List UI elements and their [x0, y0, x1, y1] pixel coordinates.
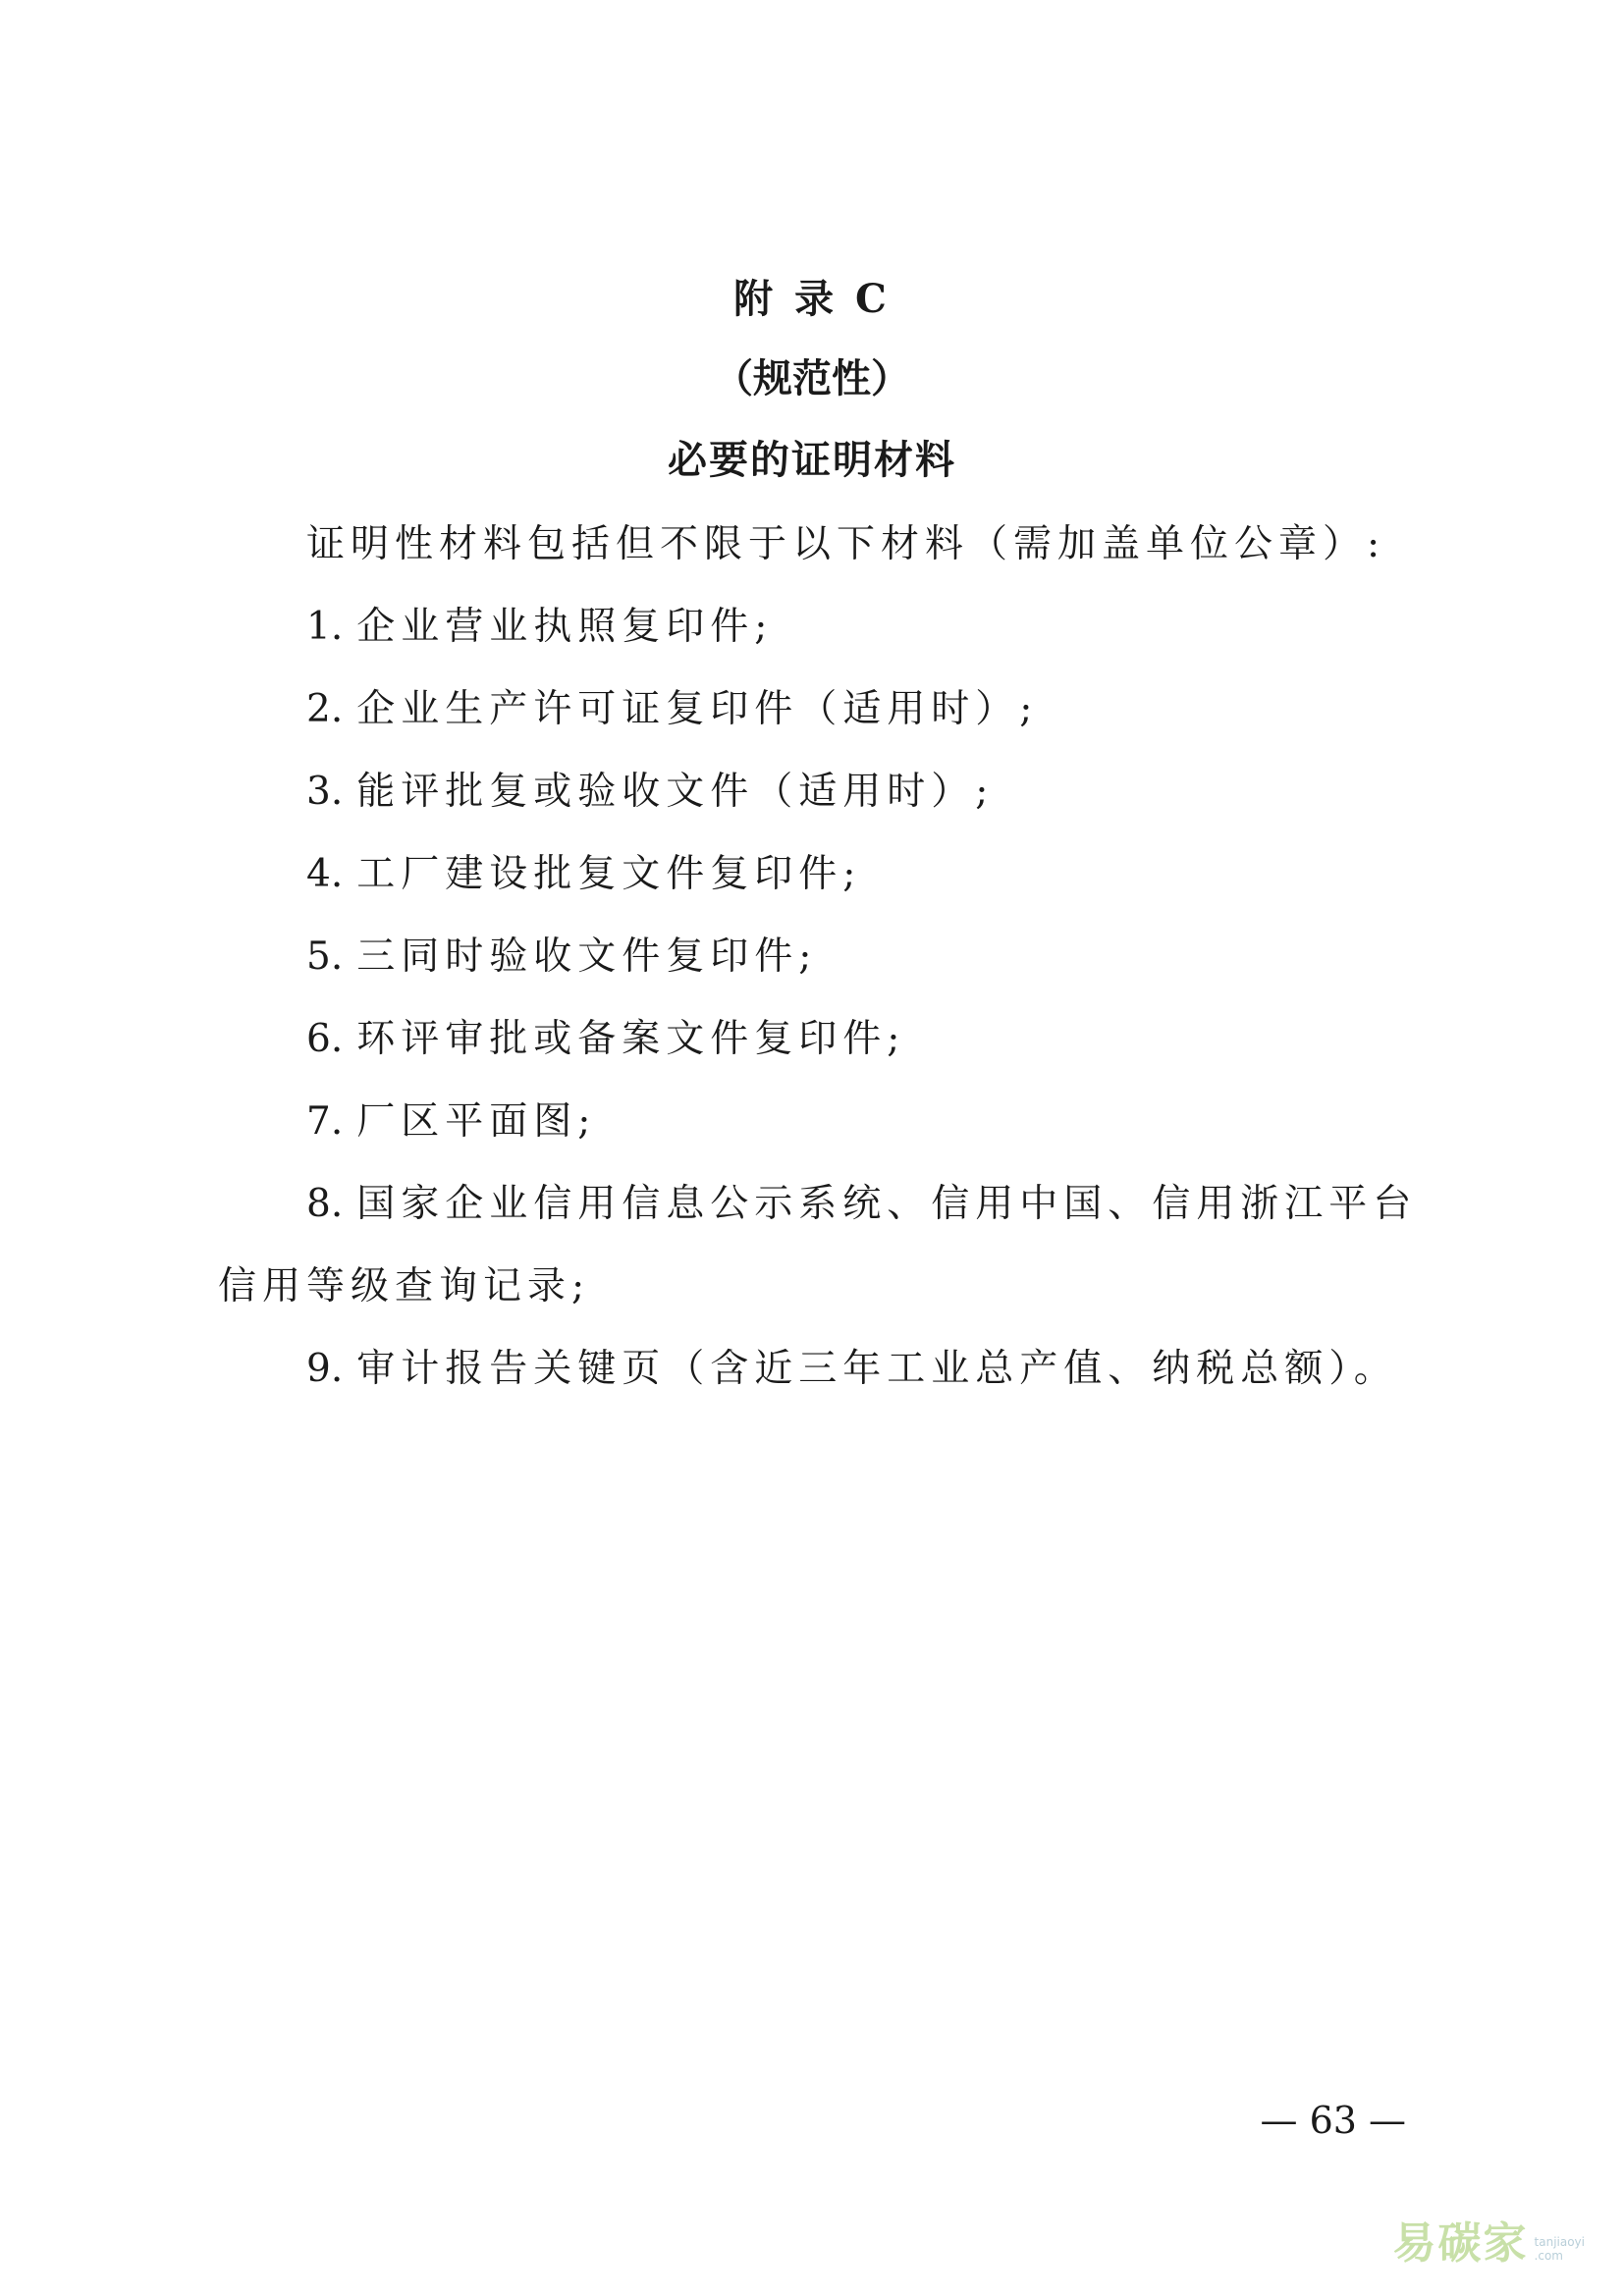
list-item — [306, 604, 773, 651]
list-item-text: 厂区平面图; — [356, 1099, 597, 1144]
list-item — [306, 1098, 596, 1146]
list-item-text: 企业生产许可证复印件（适用时）; — [356, 687, 1039, 731]
list-item — [306, 769, 994, 816]
list-item-text: 审计报告关键页（含近三年工业总产值、纳税总额）。 — [356, 1347, 1398, 1391]
list-item-continuation: 信用等级查询记录; — [218, 1264, 591, 1308]
list-item-number: 6. — [306, 1017, 344, 1061]
list-item — [306, 934, 817, 981]
list-item-number: 2. — [306, 687, 344, 731]
list-item-text: 能评批复或验收文件（适用时）; — [356, 770, 995, 814]
watermark-domain — [1535, 2235, 1585, 2263]
list-item — [306, 1181, 1417, 1228]
watermark-logo — [1393, 2208, 1585, 2270]
list-item — [306, 851, 861, 898]
list-item-text: 环评审批或备案文件复印件; — [356, 1017, 906, 1061]
watermark-domain-tld: .com — [1534, 2249, 1563, 2263]
list-item-text: 企业营业执照复印件; — [356, 605, 774, 649]
list-item-number: 1. — [306, 605, 344, 649]
list-item-number: 5. — [306, 934, 344, 979]
appendix-type: （规范性） — [714, 355, 910, 401]
list-item — [306, 686, 1038, 733]
list-item-text: 国家企业信用信息公示系统、信用中国、信用浙江平台 — [356, 1182, 1418, 1226]
list-item-number: 4. — [306, 852, 344, 896]
list-item-text: 工厂建设批复文件复印件; — [356, 852, 862, 896]
list-item-number: 3. — [306, 770, 344, 814]
intro-paragraph: 证明性材料包括但不限于以下材料（需加盖单位公章）: — [306, 522, 1386, 566]
list-item-text: 三同时验收文件复印件; — [356, 934, 818, 979]
list-item — [306, 1016, 905, 1063]
list-item-number: 8. — [306, 1182, 344, 1226]
watermark-text: 易碳家 — [1392, 2218, 1529, 2269]
list-item-number: 7. — [306, 1099, 344, 1144]
list-item-number: 9. — [306, 1347, 344, 1391]
appendix-title: 必要的证明材料 — [668, 437, 956, 483]
appendix-label: 附 录 C — [733, 276, 891, 322]
page-number: — 63 — — [1260, 2099, 1406, 2142]
watermark-domain-name: tanjiaoyi — [1534, 2235, 1585, 2249]
list-item — [306, 1346, 1398, 1393]
